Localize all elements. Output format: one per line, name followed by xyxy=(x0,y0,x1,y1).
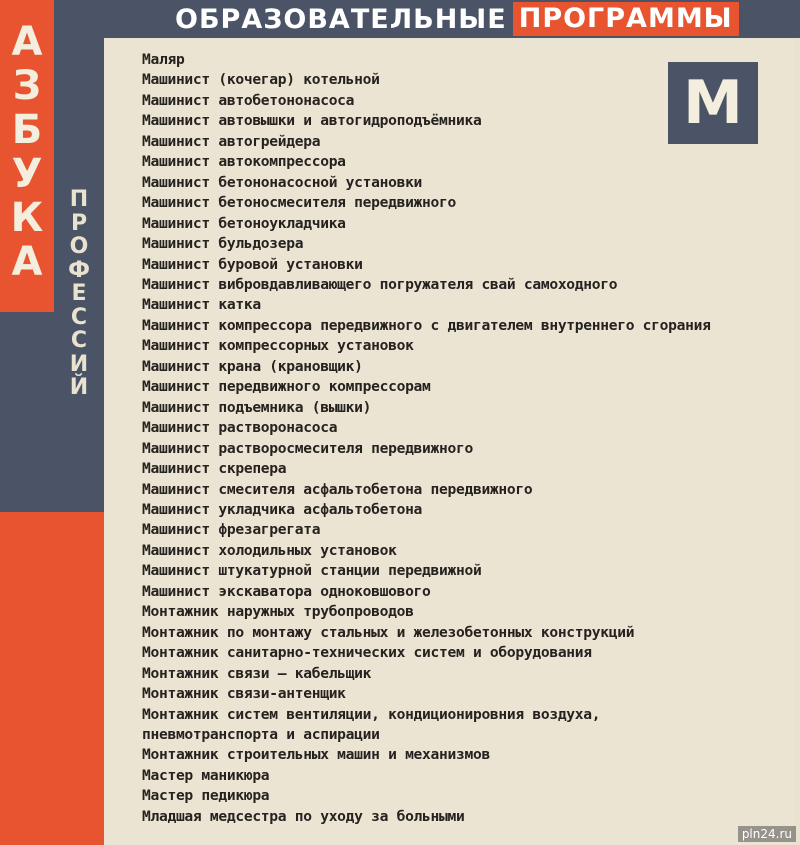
page-title xyxy=(175,2,739,36)
profession-item: Машинист фрезагрегата xyxy=(142,521,321,539)
profession-item: Машинист бетоноукладчика xyxy=(142,214,346,232)
profession-item: Машинист холодильных установок xyxy=(142,541,397,559)
profession-item: Монтажник связи-антенщик xyxy=(142,685,346,703)
profession-item: Монтажник санитарно-технических систем и оборудования xyxy=(142,644,592,662)
profession-item: Машинист крана (крановщик) xyxy=(142,357,363,375)
profession-item: Машинист растворосмесителя передвижного xyxy=(142,439,473,457)
vertical-subtitle: П Р О Ф Е С С И Й xyxy=(68,187,90,400)
profession-item: Машинист компрессора передвижного с двигателем внутреннего сгорания xyxy=(142,316,711,334)
profession-item: Монтажник строительных машин и механизмов xyxy=(142,746,490,764)
profession-item: Машинист скрепера xyxy=(142,460,287,478)
vertical-title: А З Б У К А xyxy=(10,19,44,285)
watermark: pln24.ru xyxy=(738,826,796,842)
profession-item: Мастер маникюра xyxy=(142,766,270,784)
title-part1: ОБРАЗОВАТЕЛЬНЫЕ xyxy=(175,3,507,35)
profession-item: Машинист автогрейдера xyxy=(142,132,321,150)
profession-item: Машинист автокомпрессора xyxy=(142,153,346,171)
profession-item: Монтажник по монтажу стальных и железобетонных конструкций xyxy=(142,623,635,641)
profession-item: Монтажник наружных трубопроводов xyxy=(142,603,414,621)
profession-item: Монтажник систем вентиляции, кондиционировния воздуха, пневмотранспорта и аспирации xyxy=(142,705,601,743)
profession-item: Машинист смесителя асфальтобетона передвижного xyxy=(142,480,533,498)
profession-item: Машинист экскаватора одноковшового xyxy=(142,582,431,600)
profession-item: Машинист вибровдавливающего погружателя свай самоходного xyxy=(142,275,618,293)
profession-item: Монтажник связи – кабельщик xyxy=(142,664,372,682)
letter-badge: М xyxy=(668,62,758,144)
profession-item: Машинист автобетононасоса xyxy=(142,91,355,109)
profession-item: Маляр xyxy=(142,51,185,68)
profession-item: Машинист автовышки и автогидроподъёмника xyxy=(142,112,482,130)
profession-item: Машинист бетоносмесителя передвижного xyxy=(142,194,456,212)
profession-item: Машинист катка xyxy=(142,296,261,314)
profession-item: Мастер педикюра xyxy=(142,787,270,805)
profession-item: Машинист подъемника (вышки) xyxy=(142,398,372,416)
profession-item: Машинист буровой установки xyxy=(142,255,363,273)
profession-item: Машинист передвижного компрессорам xyxy=(142,378,431,396)
profession-item: Машинист компрессорных установок xyxy=(142,337,414,355)
profession-item: Младшая медсестра по уходу за больными xyxy=(142,807,465,825)
profession-item: Машинист бетононасосной установки xyxy=(142,173,423,191)
left-slate-panel xyxy=(0,312,54,512)
profession-item: Машинист штукатурной станции передвижной xyxy=(142,562,482,580)
left-orange-bottom-panel xyxy=(0,512,104,845)
profession-item: Машинист растворонасоса xyxy=(142,419,338,437)
professions-list xyxy=(142,50,782,827)
title-part2: ПРОГРАММЫ xyxy=(513,2,739,36)
profession-item: Машинист (кочегар) котельной xyxy=(142,71,380,89)
profession-item: Машинист укладчика асфальтобетона xyxy=(142,500,423,518)
profession-item: Машинист бульдозера xyxy=(142,235,304,253)
